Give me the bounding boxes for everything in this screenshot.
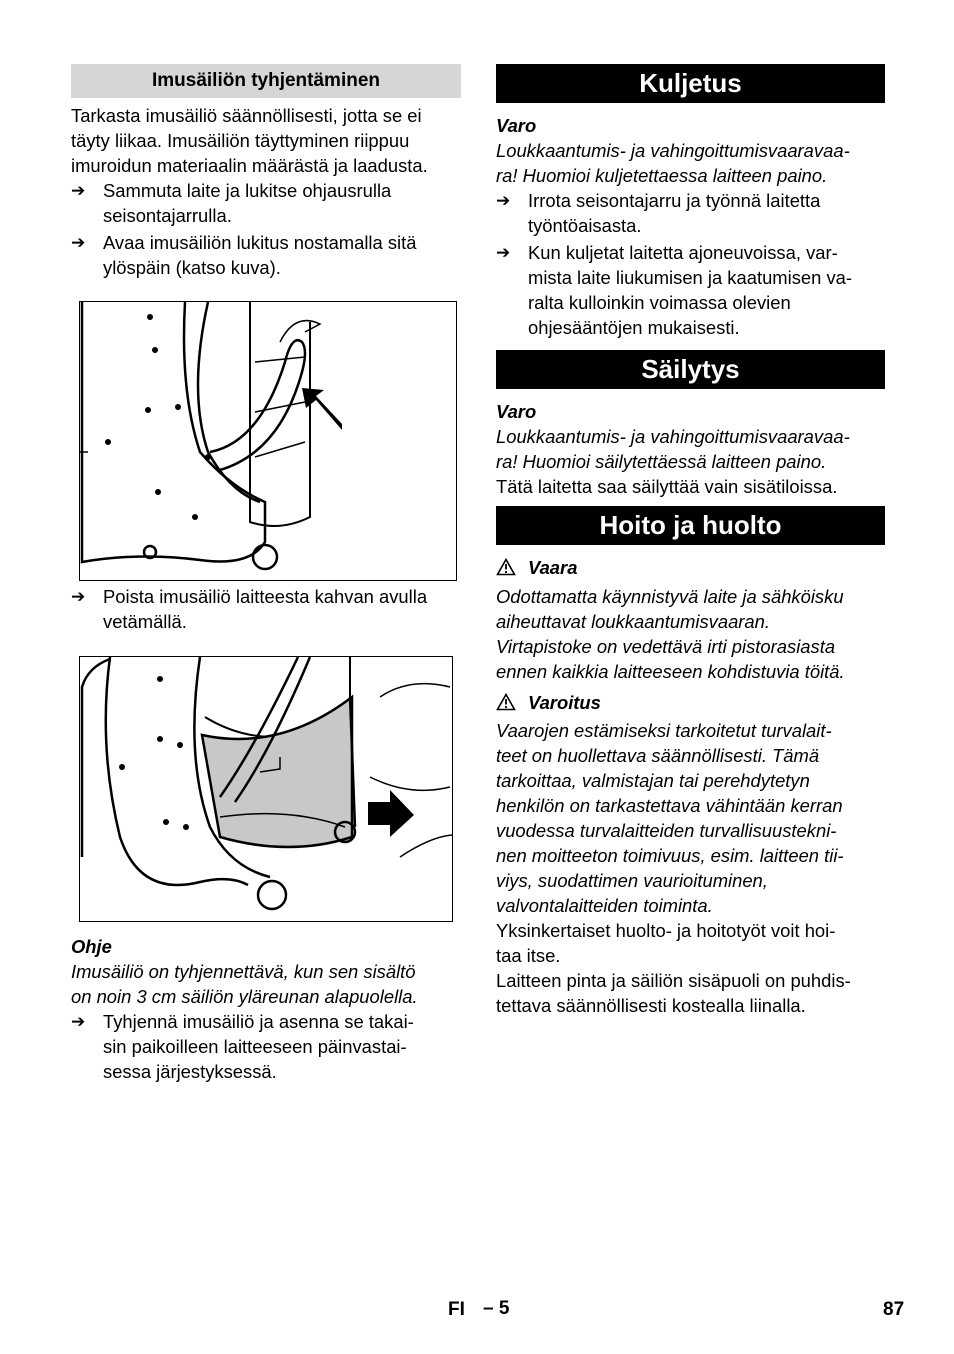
warning-text: [496, 718, 885, 918]
intro-paragraph: [71, 103, 461, 178]
storage-text: Tätä laitetta saa säilyttää vain sisätiloissa.: [496, 476, 838, 497]
caution-text: [496, 424, 885, 474]
text-line: työntöaisasta.: [528, 215, 642, 236]
text-line: Avaa imusäiliön lukitus nostamalla sitä: [103, 232, 417, 253]
vacuum-unlock-illustration: [80, 302, 456, 580]
page-number: 87: [883, 1299, 905, 1320]
text-line: Odottamatta käynnistyvä laite ja sähköisku: [496, 586, 844, 607]
section-heading-transport: Kuljetus: [496, 64, 885, 103]
arrow-right-icon: ➔: [496, 243, 511, 262]
text-line: ra! Huomioi säilytettäessä laitteen paino.: [496, 451, 827, 472]
step-item: [496, 188, 885, 238]
step-item: [71, 178, 461, 228]
text-line: henkilön on tarkastettava vähintään kerran: [496, 795, 843, 816]
text-line: mista laite liukumisen ja kaatumisen va-: [528, 267, 853, 288]
arrow-right-icon: ➔: [71, 181, 86, 200]
text-line: Loukkaantumis- ja vahingoittumisvaaravaa-: [496, 426, 850, 447]
text-line: Yksinkertaiset huolto- ja hoitotyöt voit hoi-: [496, 920, 836, 941]
step-text: [528, 240, 852, 340]
caution-label: Varo: [496, 401, 537, 422]
text-line: Irrota seisontajarru ja työnnä laitetta: [528, 190, 821, 211]
text-line: Imusäiliö on tyhjennettävä, kun sen sisältö: [71, 961, 416, 982]
text-line: ohjesääntöjen mukaisesti.: [528, 317, 740, 338]
care-text: [496, 918, 885, 968]
text-line: sin paikoilleen laitteeseen päinvastai-: [103, 1036, 407, 1057]
text-line: aiheuttavat loukkaantumisvaaran.: [496, 611, 770, 632]
text-line: sessa järjestyksessä.: [103, 1061, 277, 1082]
danger-label: Vaara: [528, 557, 578, 578]
warning-label: Varoitus: [528, 692, 601, 713]
vacuum-remove-tank-illustration: [80, 657, 452, 921]
text-line: valvontalaitteiden toiminta.: [496, 895, 713, 916]
text-line: Tarkasta imusäiliö säännöllisesti, jotta se ei: [71, 105, 422, 126]
warning-label-row: [496, 690, 885, 715]
text-line: ennen kaikkia laitteeseen kohdistuvia töitä.: [496, 661, 845, 682]
section-heading-storage: Säilytys: [496, 350, 885, 389]
warning-triangle-icon: [496, 693, 516, 711]
text-line: Virtapistoke on vedettävä irti pistorasiasta: [496, 636, 836, 657]
warning-triangle-icon: [496, 558, 516, 576]
arrow-right-icon: ➔: [71, 587, 86, 606]
text-line: taa itse.: [496, 945, 561, 966]
text-line: ralta kulloinkin voimassa olevien: [528, 292, 791, 313]
figure-unlock-tank: [79, 301, 457, 581]
step-item: [71, 230, 461, 280]
step-text: [103, 178, 391, 228]
footer-language: FI: [448, 1299, 465, 1320]
right-column: [496, 64, 885, 1018]
section-heading-care: Hoito ja huolto: [496, 506, 885, 545]
caution-text: [496, 138, 885, 188]
text-line: Vaarojen estämiseksi tarkoitetut turvalait-: [496, 720, 832, 741]
text-line: teet on huollettava säännöllisesti. Tämä: [496, 745, 820, 766]
text-line: Sammuta laite ja lukitse ohjausrulla: [103, 180, 392, 201]
step-item: [496, 240, 885, 340]
step-text: [103, 1009, 414, 1084]
text-line: tettava säännöllisesti kostealla liinalla.: [496, 995, 806, 1016]
section-heading-empty-tank: Imusäiliön tyhjentäminen: [71, 64, 461, 98]
note-label: Ohje: [71, 936, 112, 957]
figure-remove-tank: [79, 656, 453, 922]
text-line: Kun kuljetat laitetta ajoneuvoissa, var-: [528, 242, 838, 263]
footer-section-number: – 5: [483, 1298, 510, 1319]
text-line: on noin 3 cm säiliön yläreunan alapuolella.: [71, 986, 418, 1007]
text-line: ra! Huomioi kuljetettaessa laitteen paino.: [496, 165, 828, 186]
arrow-right-icon: ➔: [71, 233, 86, 252]
text-line: viys, suodattimen vaurioituminen,: [496, 870, 768, 891]
note-text: [71, 959, 461, 1009]
text-line: imuroidun materiaalin määrästä ja laadusta.: [71, 155, 428, 176]
danger-text: [496, 584, 885, 684]
step-text: [103, 230, 416, 280]
text-line: Laitteen pinta ja säiliön sisäpuoli on puhdis-: [496, 970, 851, 991]
step-item: [71, 1009, 461, 1084]
care-text: [496, 968, 885, 1018]
text-line: Loukkaantumis- ja vahingoittumisvaaravaa-: [496, 140, 850, 161]
text-line: seisontajarrulla.: [103, 205, 232, 226]
caution-label: Varo: [496, 115, 537, 136]
text-line: vetämällä.: [103, 611, 187, 632]
step-text: [103, 584, 427, 634]
danger-label-row: [496, 555, 885, 580]
text-line: Poista imusäiliö laitteesta kahvan avulla: [103, 586, 428, 607]
left-column: [71, 64, 461, 1084]
text-line: Tyhjennä imusäiliö ja asenna se takai-: [103, 1011, 414, 1032]
text-line: vuodessa turvalaitteiden turvallisuustekni-: [496, 820, 837, 841]
text-line: täyty liikaa. Imusäiliön täyttyminen riippuu: [71, 130, 410, 151]
text-line: nen moitteeton toimivuus, esim. laitteen tii-: [496, 845, 844, 866]
step-text: [528, 188, 820, 238]
step-item: [71, 584, 461, 634]
text-line: tarkoittaa, valmistajan tai perehdytetyn: [496, 770, 810, 791]
arrow-right-icon: ➔: [496, 191, 511, 210]
text-line: ylöspäin (katso kuva).: [103, 257, 281, 278]
arrow-right-icon: ➔: [71, 1012, 86, 1031]
